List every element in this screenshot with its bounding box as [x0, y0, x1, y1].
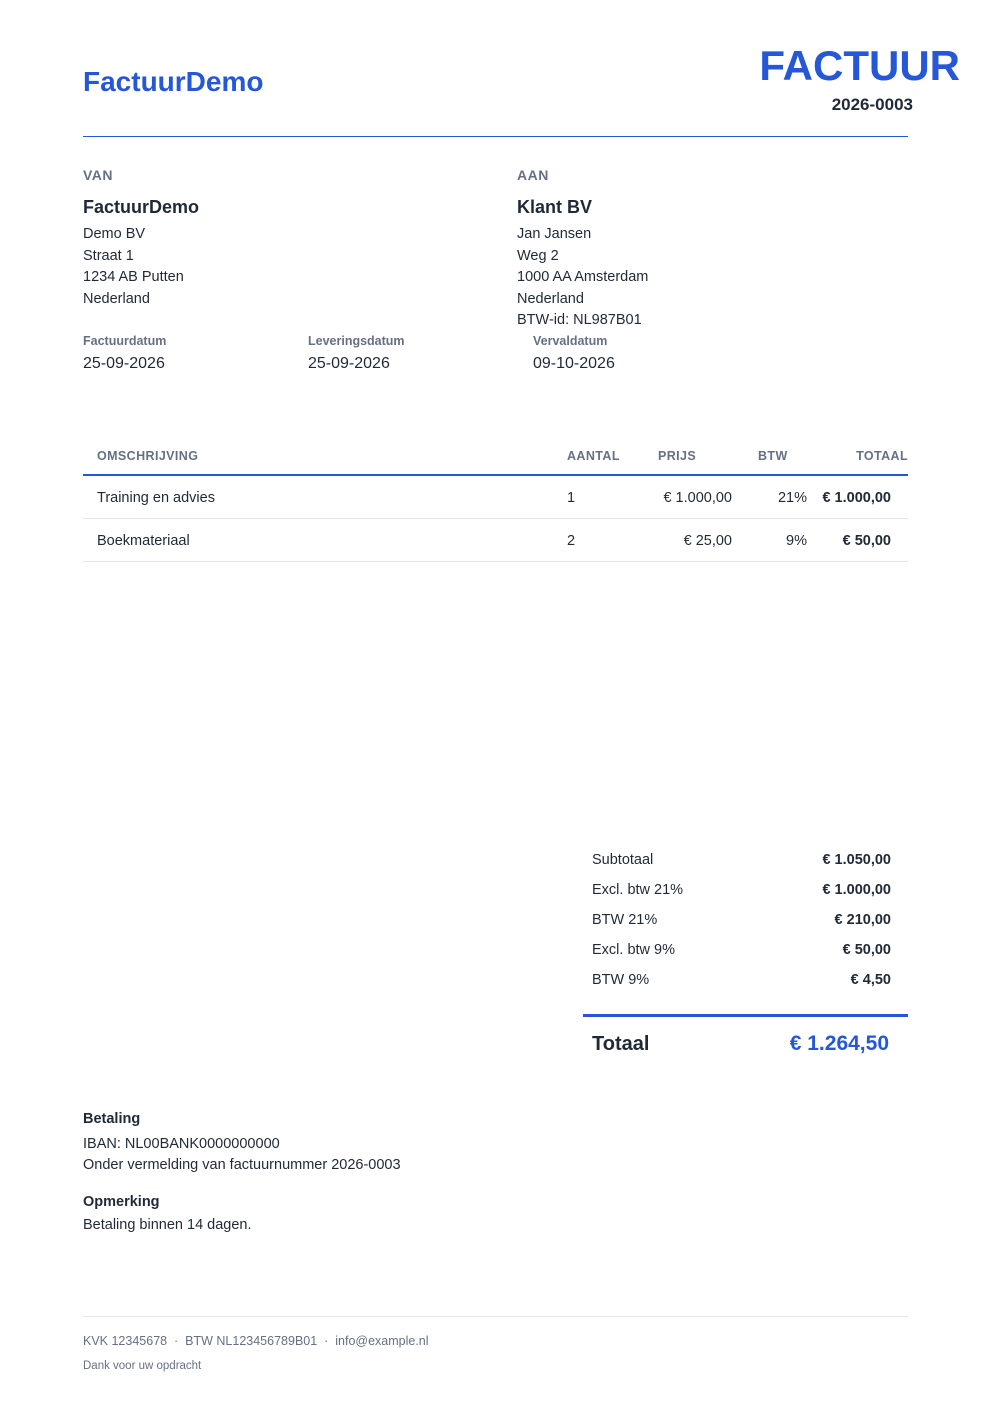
to-name: Klant BV: [517, 197, 593, 217]
header-divider: [83, 136, 908, 137]
column-header-quantity: AANTAL: [567, 449, 620, 463]
summary-label: BTW 9%: [592, 972, 650, 988]
row-quantity: 1: [567, 490, 576, 506]
payment-details: [83, 1134, 401, 1176]
summary-value: € 210,00: [834, 912, 891, 928]
invoice-number: 2026-0003: [831, 95, 913, 114]
due-date-label: Vervaldatum: [533, 334, 608, 348]
summary-label: Subtotaal: [592, 852, 654, 868]
total-divider: [583, 1014, 908, 1017]
from-address: [83, 224, 184, 310]
column-header-description: OMSCHRIJVING: [97, 449, 199, 463]
row-divider: [83, 561, 908, 562]
table-row: [83, 519, 908, 561]
invoice-date-value: 25-09-2026: [83, 355, 165, 372]
grand-total-value: € 1.264,50: [789, 1032, 889, 1055]
payment-title: Betaling: [83, 1111, 141, 1127]
summary-value: € 1.050,00: [822, 852, 891, 868]
to-address-line: Nederland: [517, 290, 584, 307]
row-price: € 25,00: [683, 533, 732, 549]
summary-label: BTW 21%: [592, 912, 658, 928]
summary-value: € 1.000,00: [822, 882, 891, 898]
from-name: FactuurDemo: [83, 197, 200, 217]
remark-text: Betaling binnen 14 dagen.: [83, 1217, 252, 1233]
to-address-line: Weg 2: [517, 247, 559, 264]
summary-value: € 50,00: [842, 942, 891, 958]
from-address-line: 1234 AB Putten: [83, 269, 184, 285]
row-total: € 1.000,00: [822, 490, 891, 506]
column-header-vat: BTW: [758, 449, 788, 463]
from-address-line: Demo BV: [83, 226, 146, 242]
footer-company-info: KVK 12345678 · BTW NL123456789B01 · info@example.nl: [83, 1334, 429, 1348]
to-address-line: Jan Jansen: [517, 226, 592, 242]
row-total: € 50,00: [842, 533, 891, 549]
row-vat: 21%: [777, 490, 807, 506]
to-address: [517, 224, 648, 332]
delivery-date-label: Leveringsdatum: [308, 334, 405, 348]
footer-divider: [83, 1316, 908, 1317]
row-quantity: 2: [567, 533, 576, 549]
row-price: € 1.000,00: [663, 490, 732, 506]
to-label: AAN: [517, 167, 549, 183]
table-row: [83, 476, 908, 518]
to-vat-id: BTW-id: NL987B01: [517, 312, 642, 328]
column-header-total: TOTAAL: [856, 449, 908, 463]
to-address-line: 1000 AA Amsterdam: [517, 269, 649, 285]
due-date-value: 09-10-2026: [533, 355, 615, 372]
company-logo-text: FactuurDemo: [83, 66, 264, 97]
payment-reference: Onder vermelding van factuurnummer 2026-0003: [83, 1157, 401, 1173]
footer-thanks: Dank voor uw opdracht: [83, 1360, 202, 1372]
from-label: VAN: [83, 167, 114, 183]
summary-label: Excl. btw 21%: [592, 882, 684, 898]
document-title: FACTUUR: [759, 42, 960, 89]
summary-label: Excl. btw 9%: [592, 942, 675, 958]
row-vat: 9%: [786, 533, 807, 549]
summary-value: € 4,50: [850, 972, 891, 988]
from-address-line: Nederland: [83, 290, 150, 307]
row-description: Boekmateriaal: [97, 533, 190, 549]
from-address-line: Straat 1: [83, 247, 134, 264]
row-description: Training en advies: [97, 490, 215, 506]
remark-title: Opmerking: [83, 1194, 160, 1210]
invoice-date-label: Factuurdatum: [83, 334, 167, 348]
delivery-date-value: 25-09-2026: [308, 355, 390, 372]
payment-iban: IBAN: NL00BANK0000000000: [83, 1136, 280, 1152]
grand-total-label: Totaal: [592, 1033, 650, 1055]
column-header-price: PRIJS: [658, 449, 697, 463]
